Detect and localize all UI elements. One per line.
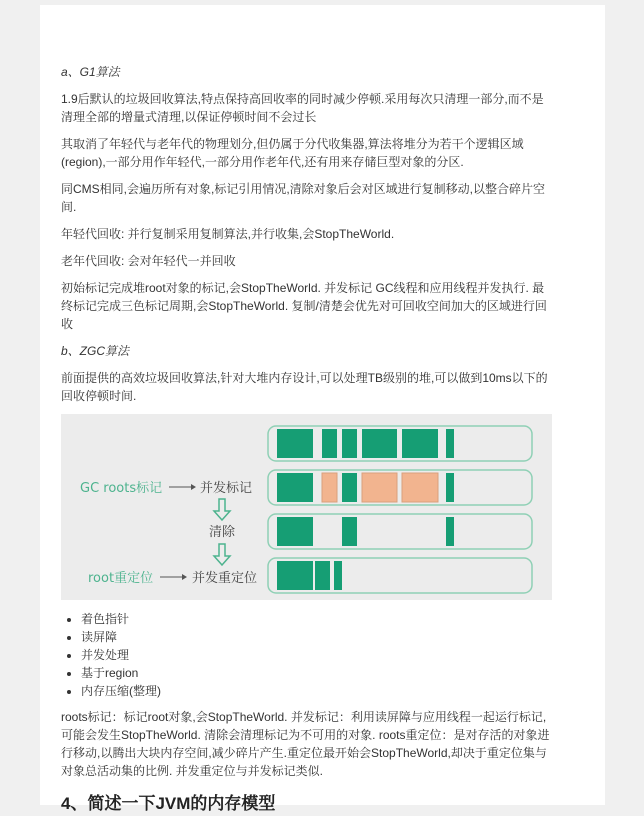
- paragraph: 前面提供的高效垃圾回收算法,针对大堆内存设计,可以处理TB级别的堆,可以做到10ms以下的回收停顿时间.: [61, 371, 548, 403]
- live-region: [334, 561, 342, 590]
- list-item: • 着色指针: [81, 610, 553, 628]
- marked-region: [402, 473, 438, 502]
- live-region: [446, 429, 454, 458]
- live-region: [362, 429, 397, 458]
- concurrent-relocate-label: 并发重定位: [192, 571, 258, 586]
- live-region: [277, 561, 313, 590]
- live-region: [446, 473, 454, 502]
- list-item: • 并发处理: [81, 646, 553, 664]
- paragraph: 初始标记完成堆root对象的标记,会StopTheWorld. 并发标记 GC线程和应用线程并发执行. 最终标记完成三色标记周期,会StopTheWorld. 复制/清楚会优先对可回收空间加大的区域进行回收: [61, 281, 547, 331]
- paragraph: 老年代回收: 会对年轻代一并回收: [61, 254, 236, 268]
- live-region: [277, 473, 313, 502]
- paragraph: 其取消了年轻代与老年代的物理划分,但仍属于分代收集器,算法将堆分为若干个逻辑区域(region),一部分用作年轻代,一部分用作老年代,还有用来存储巨型对象的分区.: [61, 137, 524, 169]
- feature-list: [61, 610, 553, 700]
- zgc-heading: b、ZGC算法: [61, 344, 130, 358]
- gc-roots-label: GC roots标记: [80, 481, 163, 496]
- list-item: • 读屏障: [81, 628, 553, 646]
- live-region: [446, 517, 454, 546]
- marked-region: [322, 473, 337, 502]
- marked-region: [362, 473, 397, 502]
- live-region: [402, 429, 438, 458]
- live-region: [277, 517, 313, 546]
- live-region: [315, 561, 330, 590]
- concurrent-mark-label: 并发标记: [200, 481, 253, 496]
- live-region: [322, 429, 337, 458]
- live-region: [342, 517, 357, 546]
- down-arrow-icon: [214, 499, 230, 520]
- list-item: • 基于region: [81, 664, 553, 682]
- document-page: [40, 5, 605, 813]
- zgc-diagram: [61, 414, 552, 600]
- sweep-label: 清除: [209, 525, 236, 540]
- live-region: [277, 429, 313, 458]
- paragraph: 年轻代回收: 并行复制采用复制算法,并行收集,会StopTheWorld.: [61, 227, 395, 241]
- root-relocate-label: root重定位: [88, 571, 154, 586]
- g1-heading: a、G1算法: [61, 65, 120, 79]
- live-region: [342, 429, 357, 458]
- section-heading: 4、简述一下JVM的内存模型: [61, 794, 276, 813]
- paragraph: 1.9后默认的垃圾回收算法,特点保持高回收率的同时减少停顿.采用每次只清理一部分,而不是清理全部的增量式清理,以保证停顿时间不会过长: [61, 92, 544, 124]
- arrow-head: [191, 484, 196, 490]
- arrow-head: [182, 574, 187, 580]
- paragraph: 同CMS相同,会遍历所有对象,标记引用情况,清除对象后会对区域进行复制移动,以整合碎片空间.: [61, 182, 546, 214]
- down-arrow-icon: [214, 544, 230, 565]
- paragraph: roots标记：标记root对象,会StopTheWorld. 并发标记：利用读屏障与应用线程一起运行标记,可能会发生StopTheWorld. 清除会清理标记为不可用的对象. roots重定位：是对存活的对象进行移动,以腾出大块内存空间,减少碎片产生.重定位最开始会StopTheWorld,却决于重定位集与对象总活动集的比例. 并发重定位与并发标记类似.: [61, 710, 550, 778]
- live-region: [342, 473, 357, 502]
- list-item: • 内存压缩(整理): [81, 682, 553, 700]
- article-content: [61, 63, 553, 816]
